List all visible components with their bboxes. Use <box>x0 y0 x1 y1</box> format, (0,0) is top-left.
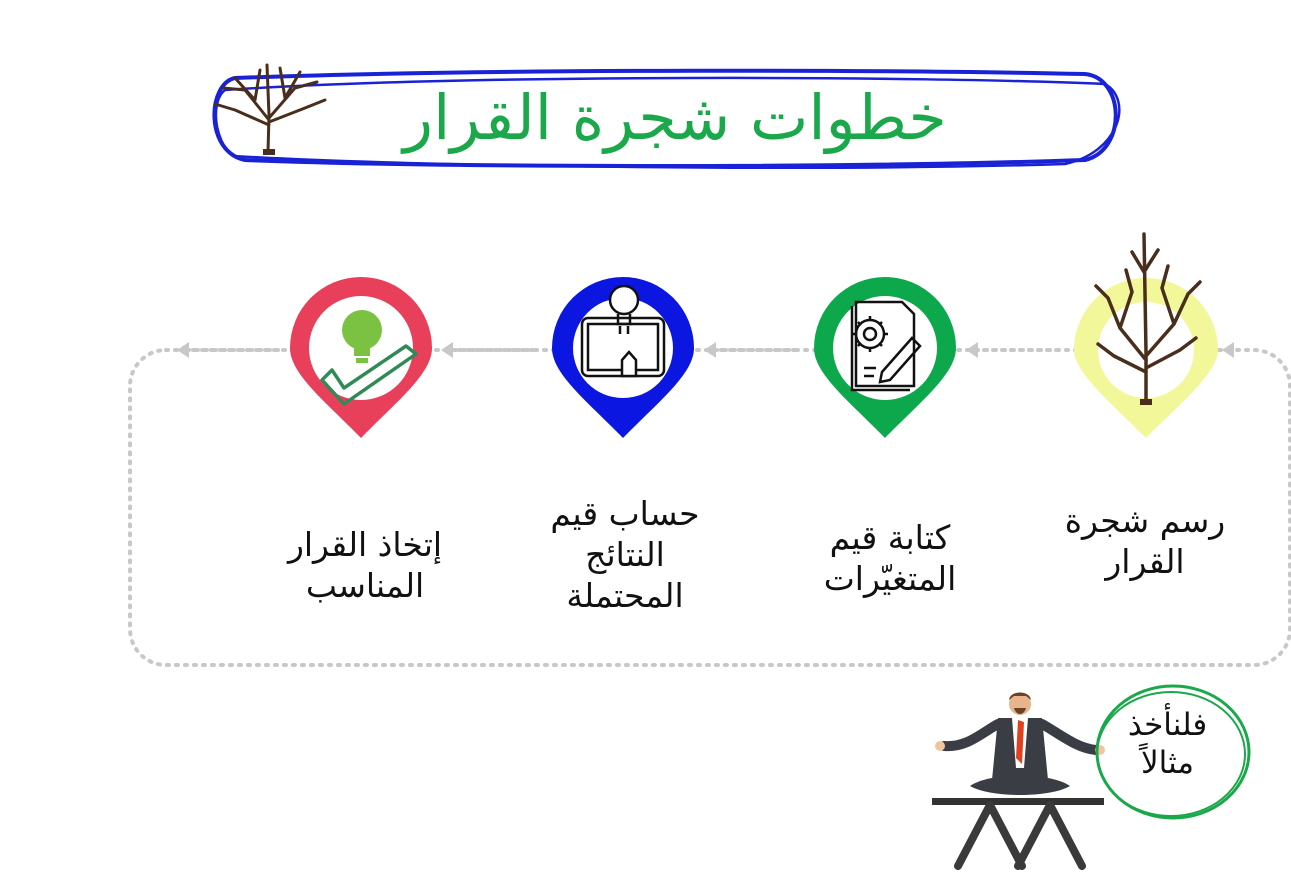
step-3-label-line1: حساب قيم <box>550 494 700 533</box>
example-label <box>1100 706 1235 782</box>
step-3-label-line3: المحتملة <box>566 576 684 615</box>
step-3-label-line2: النتائج <box>585 535 665 574</box>
page-title: خطوات شجرة القرار <box>403 81 947 154</box>
step-3-pin <box>548 272 698 442</box>
step-4-label-line1: إتخاذ القرار <box>287 525 443 564</box>
arrow-icon <box>177 342 189 358</box>
step-1-label-line1: رسم شجرة <box>1064 501 1226 540</box>
step-3-label <box>515 493 735 616</box>
step-4-pin <box>286 272 436 442</box>
arrow-icon <box>704 342 716 358</box>
arrow-icon <box>966 342 978 358</box>
step-1-label-line2: القرار <box>1105 542 1185 581</box>
step-2-pin <box>810 272 960 442</box>
example-line2: مثالاً <box>1140 745 1195 781</box>
meditating-businessman-illustration <box>930 688 1110 873</box>
step-2-label-line1: كتابة قيم <box>829 518 951 557</box>
arrow-icon <box>1222 342 1234 358</box>
step-2-label-line2: المتغيّرات <box>823 559 957 598</box>
step-1-pin <box>1070 232 1222 442</box>
step-4-label <box>240 524 490 606</box>
step-1-label <box>1040 500 1250 582</box>
example-line1: فلنأخذ <box>1127 707 1208 743</box>
step-2-label <box>780 517 1000 599</box>
arrow-icon <box>441 342 453 358</box>
step-4-label-line2: المناسب <box>305 566 425 605</box>
